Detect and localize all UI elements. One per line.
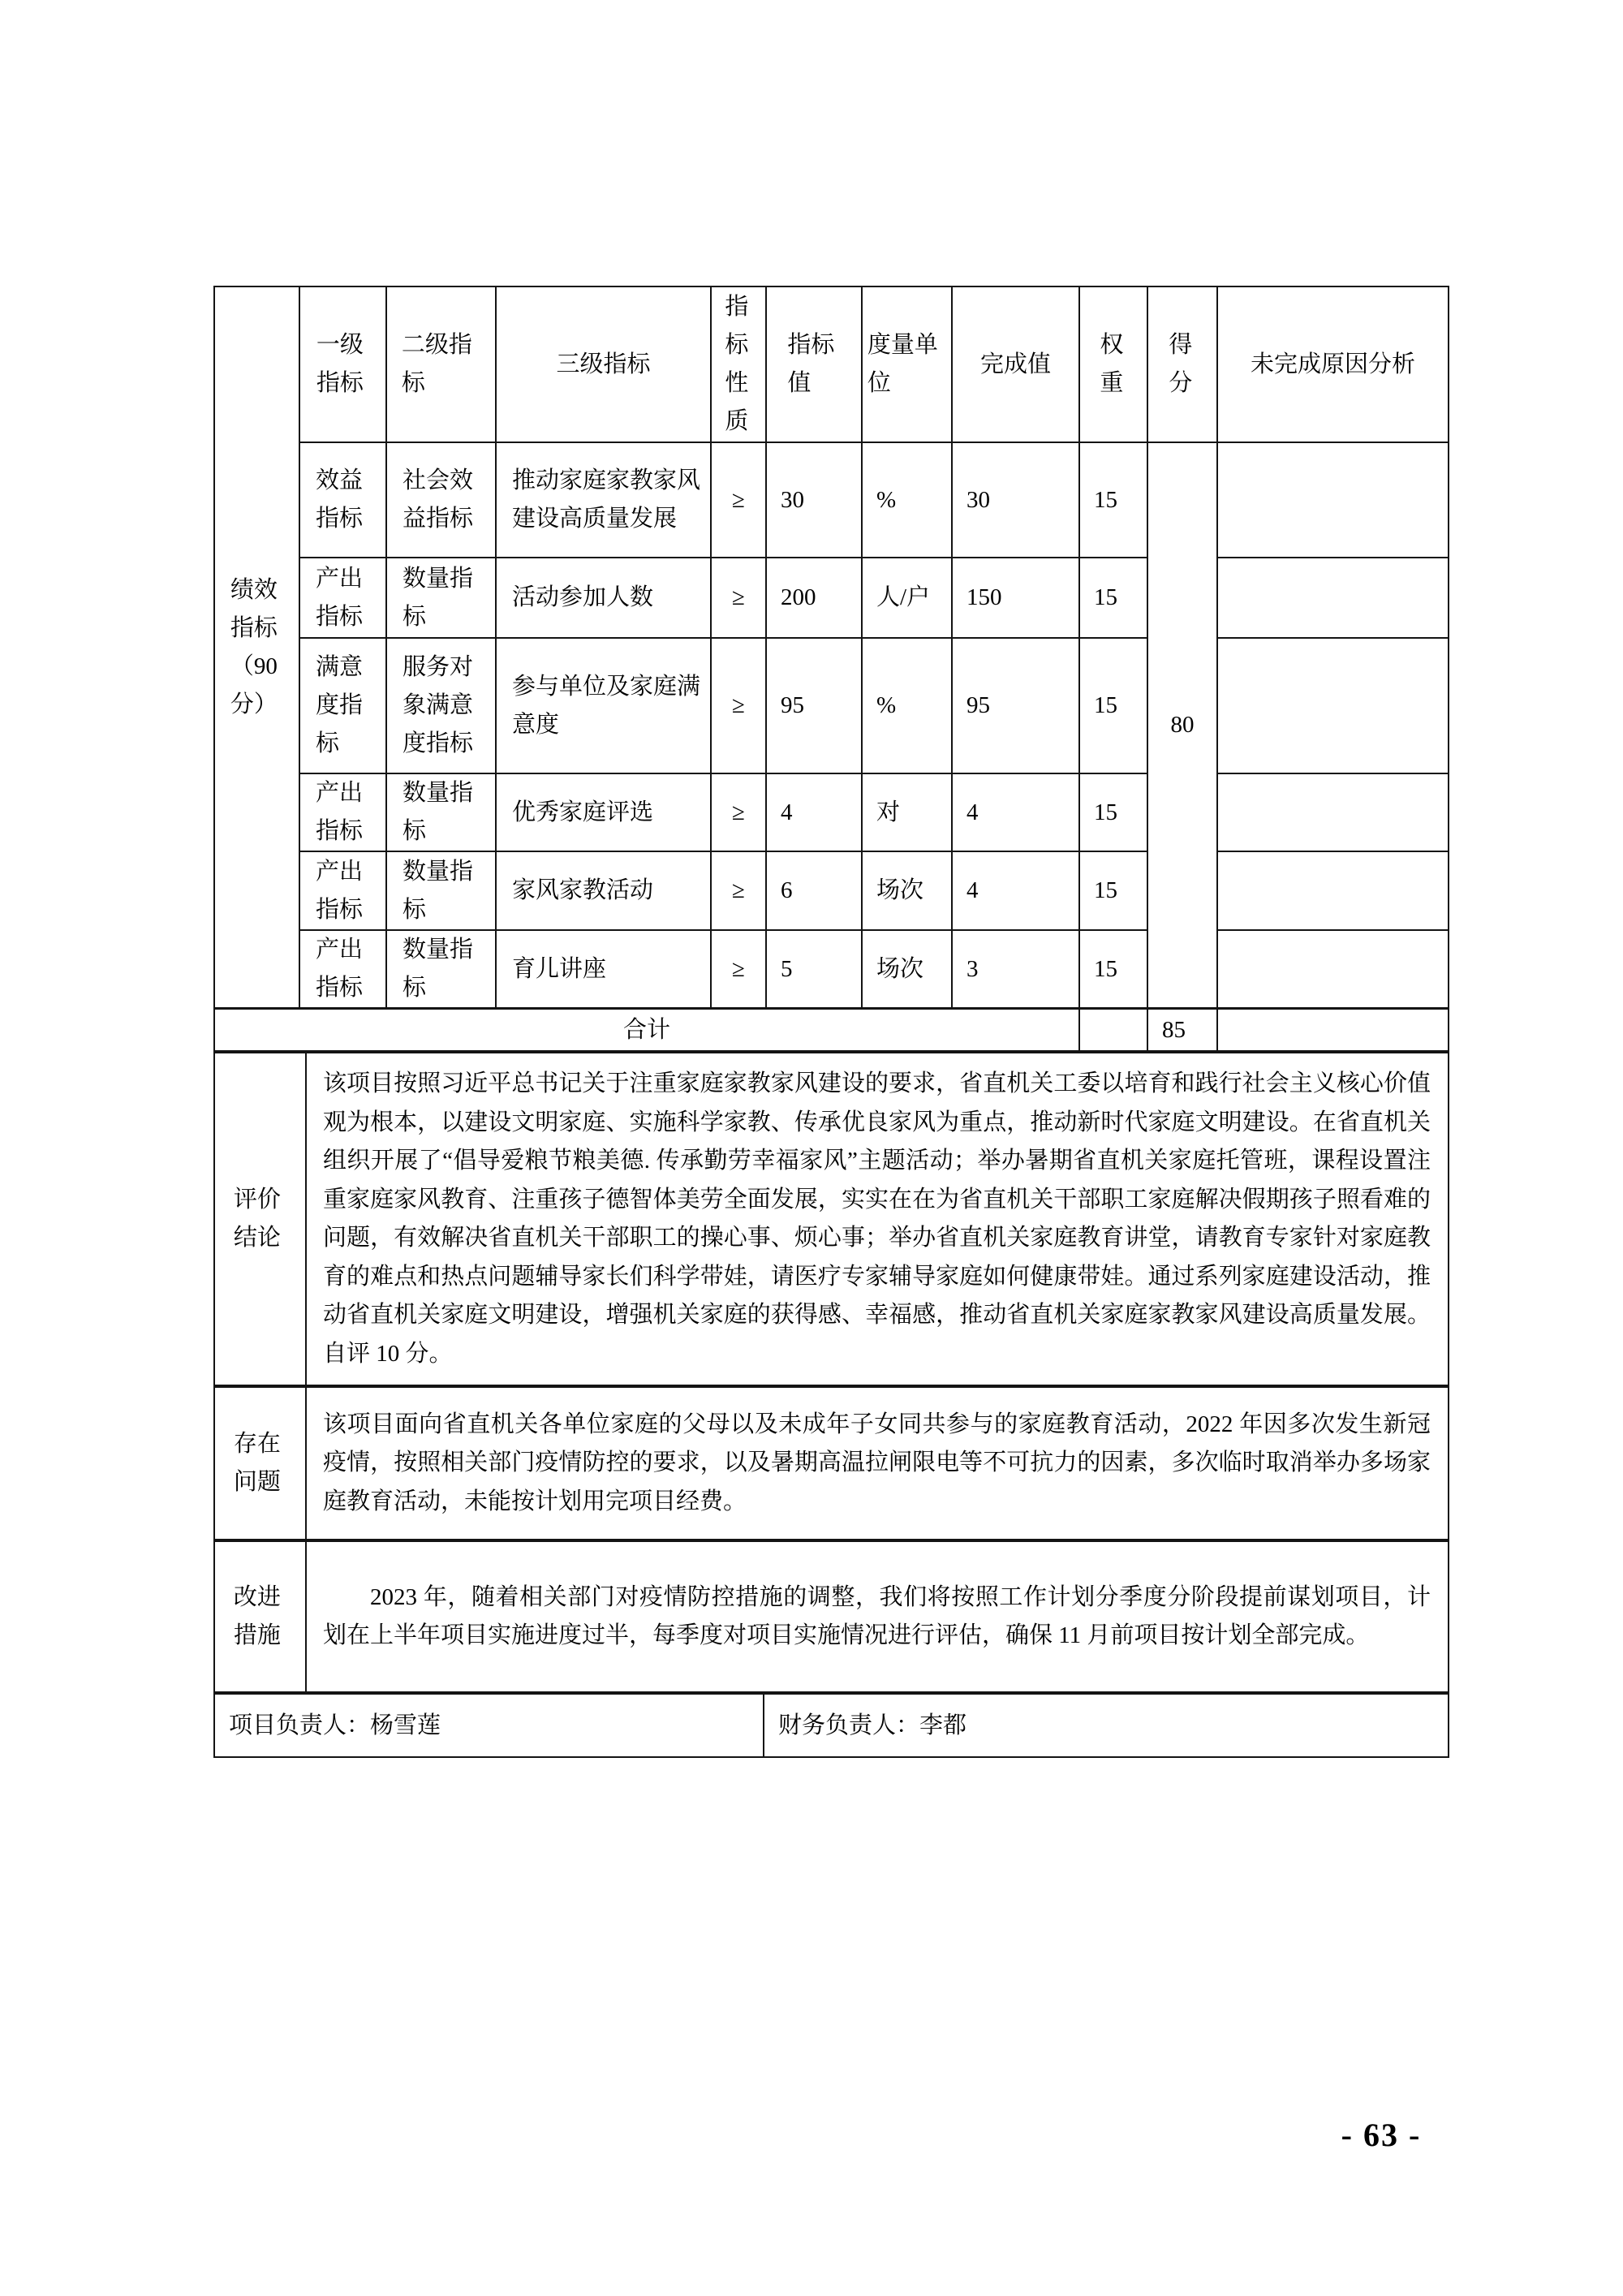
conclusion-text: 该项目按照习近平总书记关于注重家庭家教家风建设的要求，省直机关工委以培育和践行社会主义核心价值观为根本，以建设文明家庭、实施科学家教、传承优良家风为重点，推动新时代家庭文明建设。在省直机关组织开展了“倡导爱粮节粮美德. 传承勤劳幸福家风”主题活动；举办暑期省直机关家庭托管班，课程设置注重家庭家风教育、注重孩子德智体美劳全面发展，实实在在为省直机关干部职工家庭解决假期孩子照看难的问题，有效解决省直机关干部职工的操心事、烦心事；举办省直机关家庭教育讲堂，请教育专家针对家庭教育的难点和热点问题辅导家长们科学带娃，请医疗专家辅导家庭如何健康带娃。通过系列家庭建设活动，推动省直机关家庭文明建设，增强机关家庭的获得感、幸福感，推动省直机关家庭家教家风建设高质量发展。自评 10 分。 (323, 1070, 1431, 1367)
header-level3: 三级指标 (496, 286, 711, 442)
conclusion-label: 评价结论 (233, 1187, 281, 1251)
cell-target: 4 (766, 773, 862, 851)
cell-reason (1217, 638, 1449, 773)
total-label-cell: 合计 (214, 1009, 1079, 1052)
cell-level1: 产出指标 (299, 930, 386, 1009)
cell-weight: 15 (1079, 851, 1147, 930)
cell-reason (1217, 558, 1449, 638)
evaluation-sheet (213, 286, 1448, 1758)
table-row (214, 638, 1449, 773)
cell-level3: 家风家教活动 (496, 851, 711, 930)
total-score-cell: 85 (1147, 1009, 1217, 1052)
header-actual: 完成值 (952, 286, 1079, 442)
cell-actual: 30 (952, 442, 1079, 558)
cell-target: 95 (766, 638, 862, 773)
cell-reason (1217, 442, 1449, 558)
row-group-label-cell (214, 286, 299, 1009)
cell-unit: % (862, 638, 952, 773)
header-unit: 度量单位 (862, 286, 952, 442)
cell-actual: 3 (952, 930, 1079, 1009)
cell-target: 6 (766, 851, 862, 930)
cell-reason (1217, 773, 1449, 851)
cell-weight: 15 (1079, 773, 1147, 851)
cell-level2: 数量指标 (386, 930, 496, 1009)
cell-level2: 数量指标 (386, 773, 496, 851)
header-level2: 二级指标 (386, 286, 496, 442)
total-reason-cell (1217, 1009, 1449, 1052)
cell-level1: 产出指标 (299, 773, 386, 851)
indicator-table (213, 286, 1449, 1052)
problems-label: 存在问题 (233, 1431, 281, 1495)
cell-target: 5 (766, 930, 862, 1009)
cell-level2: 数量指标 (386, 558, 496, 638)
page-number: - 63 - (1341, 2117, 1422, 2153)
cell-actual: 4 (952, 773, 1079, 851)
cell-reason (1217, 851, 1449, 930)
group-score-cell: 80 (1147, 442, 1217, 1009)
measures-section (213, 1540, 1449, 1693)
cell-level2: 服务对象满意度指标 (386, 638, 496, 773)
measures-label-cell (214, 1541, 306, 1692)
finance-lead-signature: 财务负责人：李都 (764, 1694, 1449, 1757)
conclusion-section (213, 1052, 1449, 1386)
signature-row (213, 1693, 1449, 1758)
cell-level3: 优秀家庭评选 (496, 773, 711, 851)
cell-nature: ≥ (711, 558, 766, 638)
cell-unit: 对 (862, 773, 952, 851)
cell-level1: 产出指标 (299, 851, 386, 930)
cell-level3: 活动参加人数 (496, 558, 711, 638)
conclusion-body-cell (306, 1053, 1449, 1385)
cell-level3: 推动家庭家教家风建设高质量发展 (496, 442, 711, 558)
row-group-label: 绩效指标（90分） (230, 576, 278, 717)
cell-unit: 场次 (862, 851, 952, 930)
cell-unit: 场次 (862, 930, 952, 1009)
cell-nature: ≥ (711, 773, 766, 851)
cell-weight: 15 (1079, 558, 1147, 638)
cell-nature: ≥ (711, 638, 766, 773)
table-row (214, 851, 1449, 930)
table-row (214, 558, 1449, 638)
cell-level3: 参与单位及家庭满意度 (496, 638, 711, 773)
header-score: 得分 (1147, 286, 1217, 442)
table-row (214, 930, 1449, 1009)
cell-actual: 4 (952, 851, 1079, 930)
header-weight: 权重 (1079, 286, 1147, 442)
header-level1: 一级指标 (299, 286, 386, 442)
cell-level2: 社会效益指标 (386, 442, 496, 558)
cell-actual: 150 (952, 558, 1079, 638)
total-weight-cell (1079, 1009, 1147, 1052)
cell-level3: 育儿讲座 (496, 930, 711, 1009)
cell-target: 200 (766, 558, 862, 638)
project-lead-signature: 项目负责人：杨雪莲 (214, 1694, 764, 1757)
cell-reason (1217, 930, 1449, 1009)
header-nature: 指标性质 (711, 286, 766, 442)
problems-text: 该项目面向省直机关各单位家庭的父母以及未成年子女同共参与的家庭教育活动，2022 年因多次发生新冠疫情，按照相关部门疫情防控的要求，以及暑期高温拉闸限电等不可抗力的因素，多次临时取消举办多场家庭教育活动，未能按计划用完项目经费。 (323, 1411, 1431, 1514)
cell-nature: ≥ (711, 442, 766, 558)
cell-actual: 95 (952, 638, 1079, 773)
problems-body-cell (306, 1387, 1449, 1540)
cell-target: 30 (766, 442, 862, 558)
table-row (214, 442, 1449, 558)
measures-text: 2023 年，随着相关部门对疫情防控措施的调整，我们将按照工作计划分季度分阶段提前谋划项目，计划在上半年项目实施进度过半，每季度对项目实施情况进行评估，确保 11 月前项目按计划全部完成。 (323, 1583, 1431, 1648)
cell-level1: 产出指标 (299, 558, 386, 638)
conclusion-label-cell (214, 1053, 306, 1385)
cell-nature: ≥ (711, 930, 766, 1009)
cell-weight: 15 (1079, 930, 1147, 1009)
problems-label-cell (214, 1387, 306, 1540)
total-row (214, 1009, 1449, 1052)
measures-label: 改进措施 (233, 1584, 281, 1648)
cell-unit: 人/户 (862, 558, 952, 638)
cell-level2: 数量指标 (386, 851, 496, 930)
table-row (214, 773, 1449, 851)
cell-level1: 满意度指标 (299, 638, 386, 773)
cell-unit: % (862, 442, 952, 558)
header-target: 指标值 (766, 286, 862, 442)
cell-weight: 15 (1079, 442, 1147, 558)
cell-nature: ≥ (711, 851, 766, 930)
cell-weight: 15 (1079, 638, 1147, 773)
header-reason: 未完成原因分析 (1217, 286, 1449, 442)
cell-level1: 效益指标 (299, 442, 386, 558)
problems-section (213, 1386, 1449, 1540)
measures-body-cell (306, 1541, 1449, 1692)
